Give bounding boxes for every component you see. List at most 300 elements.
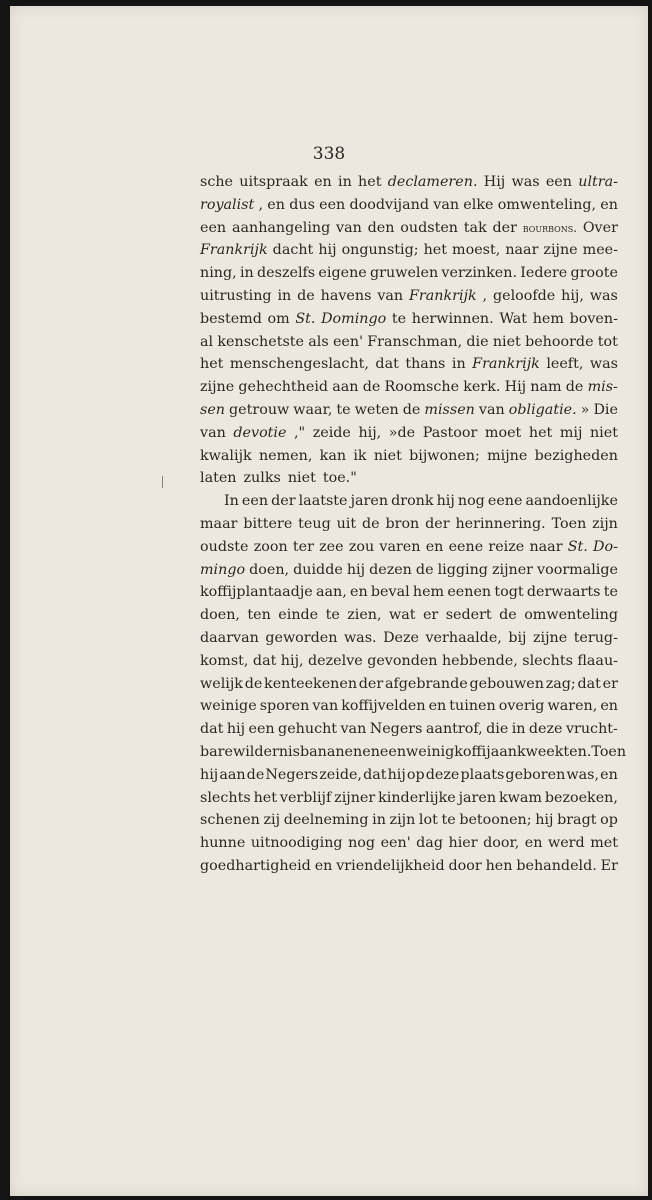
word: werd [547,835,585,852]
word: ," [294,424,306,441]
word: te [391,310,407,327]
word: St. [295,310,316,327]
word: koffij [454,743,491,760]
word: niet [492,333,521,350]
word: Over [582,219,618,236]
word: zijne [543,242,578,259]
word: nog [348,835,376,852]
text-line [200,467,618,490]
word: dezelve [308,652,363,669]
word: betoonen; [459,812,532,829]
word: deze [528,721,563,738]
word: een [241,493,269,510]
word: hij [436,493,455,510]
word: kwam [498,789,542,806]
word: zoon [253,538,288,555]
word: plaats [460,766,505,783]
word: van [433,196,460,213]
word: was [589,287,618,304]
word: moest, [452,242,501,259]
word: der [358,675,384,692]
word: zijner [334,789,376,806]
word: tuinen [449,698,496,715]
word: te [603,584,618,601]
word: aan [219,766,246,783]
word: ligging [437,561,488,578]
word: gevonden [367,652,438,669]
word: aandoenlijke [525,493,618,510]
word: moet [484,424,522,441]
body-text [200,171,627,878]
word: en [600,196,618,213]
word: der [492,219,517,236]
word: de [361,515,380,532]
word: mijne [487,447,528,464]
word: flaau- [577,652,618,669]
word: deze [425,766,460,783]
word: overig [498,698,545,715]
word: dacht [272,242,314,259]
word: in [338,174,352,190]
text-line [200,513,618,536]
word: en [349,584,368,601]
word: uit [336,515,357,532]
text-line [200,627,618,650]
word: ultra- [578,174,618,190]
word: met [590,835,618,852]
word: , [482,287,488,304]
word: zag; [545,675,576,692]
word: dat [577,675,601,692]
text-line [200,855,618,878]
word: de [565,379,584,396]
word: sedert [445,607,492,624]
word: herinnering. [455,515,546,532]
word: afgebrande [384,675,468,692]
word: derwaarts [526,584,601,601]
word: Iedere [520,265,568,282]
word: hij [318,242,337,259]
word: jaren [458,789,497,806]
text-line [200,353,618,376]
word: duidde [293,561,343,578]
word: doodvijand [349,196,430,213]
word: der [425,515,450,532]
word: te [325,607,340,624]
word: die [466,333,489,350]
word: havens [320,287,372,304]
word: koffijvelden [341,698,426,715]
text-line [200,308,618,331]
word: hij [387,766,406,783]
word: de [297,287,315,304]
word: waren, [547,698,598,715]
word: ongunstig; [341,242,419,259]
word: maar [200,515,238,532]
word: laatste [298,493,348,510]
word: Pastoor [422,424,478,441]
word: dronk [391,493,434,510]
text-line [200,559,618,582]
word: kenteekenen [264,675,358,692]
word: hunne [200,835,246,852]
word: hier [448,835,478,852]
word: in [277,287,292,304]
word: kenschetste [217,333,304,350]
text-line [200,445,618,468]
word: dat [363,766,387,783]
word: in [239,265,254,282]
word: een [200,219,227,236]
word: eene [448,538,484,555]
word: en [600,698,618,715]
word: wat [389,607,416,624]
word: mis- [587,379,618,396]
word: den [367,219,395,236]
word: bestemd [200,310,262,327]
word: hebbende, [441,652,518,669]
word: de [362,379,381,396]
word: de [244,675,263,692]
word: laten [200,470,237,487]
word: in [451,356,466,373]
word: mingo [200,561,246,578]
word: niet [373,447,402,464]
word: zijne [532,629,568,646]
word: doen, [249,561,290,578]
word: geboren [505,766,566,783]
word: was, [566,766,600,783]
text-line [200,171,618,194]
word: In [224,493,239,510]
text-line [200,832,618,855]
word: van [377,287,404,304]
word: hij [226,721,246,738]
word: ten [247,607,271,624]
text-line [200,331,618,354]
word: Frankrijk [200,242,268,259]
margin-mark [162,476,163,488]
word: te [441,812,456,829]
text-line [200,194,618,217]
word: op [600,812,618,829]
word: goedhartigheid [200,857,311,874]
word: er [422,607,439,624]
word: zee [319,538,344,555]
word: Domingo [321,310,387,327]
word: togt [494,584,524,601]
word: eenen [447,584,492,601]
word: was [511,174,540,190]
word: van [200,424,226,441]
word: gebouwen [469,675,544,692]
word: verzinken. [441,265,517,282]
word: dat [375,356,399,373]
word: nog [457,493,485,510]
word: gruwelen [370,265,439,282]
text-line [200,650,618,673]
word: einde [278,607,319,624]
word: het [423,242,448,259]
word: hij [200,766,219,783]
word: niet [287,470,316,487]
word: zijner [491,561,534,578]
word: het [200,356,224,373]
word: omwenteling, [497,196,597,213]
word: aanhangeling [231,219,331,236]
word: dat [200,721,224,738]
word: »de [388,424,416,441]
word: varen [379,538,421,555]
word: vriendelijkheid [336,857,445,874]
word: doen, [200,607,240,624]
text-line [200,239,618,262]
word: oudste [200,538,249,555]
word: kerk. [463,379,501,396]
word: voormalige [537,561,618,578]
word: niet [589,424,618,441]
word: bittere [243,515,293,532]
word: de [402,401,421,418]
word: reize [488,538,525,555]
word: en [314,174,332,190]
word: jaren [350,493,389,510]
word: bananen [299,743,363,760]
text-line [200,376,618,399]
word: gehechtheid [238,379,329,396]
word: hem [412,584,445,601]
word: mij [559,424,583,441]
word: dus [289,196,315,213]
word: welijk [200,675,243,692]
word: zulks [243,470,281,487]
word: leeft, [546,356,584,373]
word: vrucht- [565,721,618,738]
word: een [248,721,275,738]
word: ning, [200,265,237,282]
word: hij [346,561,366,578]
word: Toen [551,515,587,532]
word: een' [332,333,363,350]
word: van [478,401,505,418]
word: bare [200,743,233,760]
word: en [267,196,285,213]
word: bijwonen; [409,447,480,464]
word: behandeld. [516,857,597,874]
word: deelneming [283,812,369,829]
word: Hij [483,174,506,190]
word: Hij [504,379,527,396]
word: schenen [200,812,260,829]
word: beval [370,584,410,601]
word: zeide, [319,766,362,783]
word: naar [529,538,563,555]
word: groote [570,265,618,282]
word: en [600,766,618,783]
word: er [602,675,618,692]
word: weten [354,401,399,418]
word: kan [319,447,347,464]
word: menschengeslacht, [229,356,369,373]
word: bezoeken, [544,789,618,806]
word: hij, [280,652,304,669]
word: uitnoodiging [250,835,343,852]
word: bezigheden [534,447,618,464]
word: bij [508,629,527,646]
word: aankweekten. [490,743,592,760]
word: Wat [499,310,528,327]
word: missen [424,401,475,418]
word: slechts [200,789,251,806]
word: van [336,219,362,236]
word: slechts [522,652,573,669]
word: Deze [383,629,419,646]
word: bourbons. [522,220,578,235]
word: en [524,835,543,852]
word: royalist [200,196,255,213]
word: tak [463,219,487,236]
word: behoorde [525,333,594,350]
word: en [428,698,447,715]
word: thans [405,356,446,373]
word: Die [593,401,618,418]
word: eigene [318,265,367,282]
text-line [200,581,618,604]
word: toe." [322,470,357,487]
book-page [10,6,648,1196]
word: te [336,401,351,418]
word: koffijplantaadje [200,584,313,601]
word: waar, [293,401,333,418]
word: die [486,721,509,738]
word: zijn [592,515,618,532]
text-line [200,604,618,627]
word: teug [298,515,331,532]
word: aan, [315,584,347,601]
text-line [200,217,618,240]
word: sche [200,174,234,190]
word: zij [263,812,281,829]
text-line [200,764,618,787]
text-line [200,809,618,832]
text-line [200,490,618,513]
word: Franschman, [367,333,463,350]
word: ik [353,447,367,464]
word: boven- [569,310,618,327]
word: ter [292,538,314,555]
word: zeide [312,424,351,441]
word: weinige [200,698,257,715]
word: geworden [265,629,338,646]
word: aan [332,379,359,396]
text-line [200,262,618,285]
word: getrouw [229,401,290,418]
word: daarvan [200,629,259,646]
word: in [511,721,526,738]
word: op [406,766,425,783]
word: nemen, [258,447,313,464]
word: tot [597,333,618,350]
text-line [200,422,618,445]
word: Er [600,857,618,874]
word: herwinnen. [411,310,494,327]
word: het [358,174,382,190]
word: » [580,401,590,418]
word: zou [348,538,375,555]
word: obligatie. [508,401,577,418]
word: door, [483,835,520,852]
page-number: 338 [312,144,346,164]
word: der [271,493,296,510]
word: St. [567,538,588,555]
word: mee- [582,242,618,259]
word: komst, [200,652,249,669]
word: Roomsche [384,379,460,396]
word: Do- [593,538,618,555]
word: zijne [200,379,235,396]
word: de [246,766,265,783]
word: het [253,789,277,806]
word: deszelfs [257,265,316,282]
word: van [312,698,339,715]
word: zien, [347,607,382,624]
text-line [200,741,627,764]
word: wildernis [232,743,300,760]
word: in [372,812,386,829]
word: de [499,607,517,624]
word: weinig [406,743,455,760]
word: hen [485,857,513,874]
word: eene [487,493,523,510]
text-line [200,285,618,308]
word: bron [385,515,420,532]
word: dat [252,652,277,669]
word: declameren. [387,174,478,190]
word: de [415,561,434,578]
word: en [425,538,444,555]
word: geloofde [492,287,556,304]
word: was. [343,629,377,646]
word: verhaalde, [425,629,502,646]
word: nam [530,379,562,396]
word: dag [416,835,443,852]
word: Negers [369,721,423,738]
word: Frankrijk [472,356,540,373]
word: bragt [557,812,597,829]
word: was [589,356,618,373]
word: al [200,333,214,350]
word: hij, [358,424,382,441]
word: sen [200,401,226,418]
word: uitrusting [200,287,272,304]
word: het [528,424,553,441]
text-line [200,787,618,810]
word: dezen [369,561,412,578]
text-line [200,673,618,696]
word: door [448,857,482,874]
word: een [319,196,346,213]
word: om [267,310,290,327]
word: en [314,857,333,874]
word: en [362,743,380,760]
word: hij [535,812,554,829]
word: een [379,743,407,760]
word: devotie [233,424,287,441]
word: gehucht [278,721,338,738]
word: verblijf [279,789,332,806]
word: elke [463,196,494,213]
text-line [200,536,618,559]
